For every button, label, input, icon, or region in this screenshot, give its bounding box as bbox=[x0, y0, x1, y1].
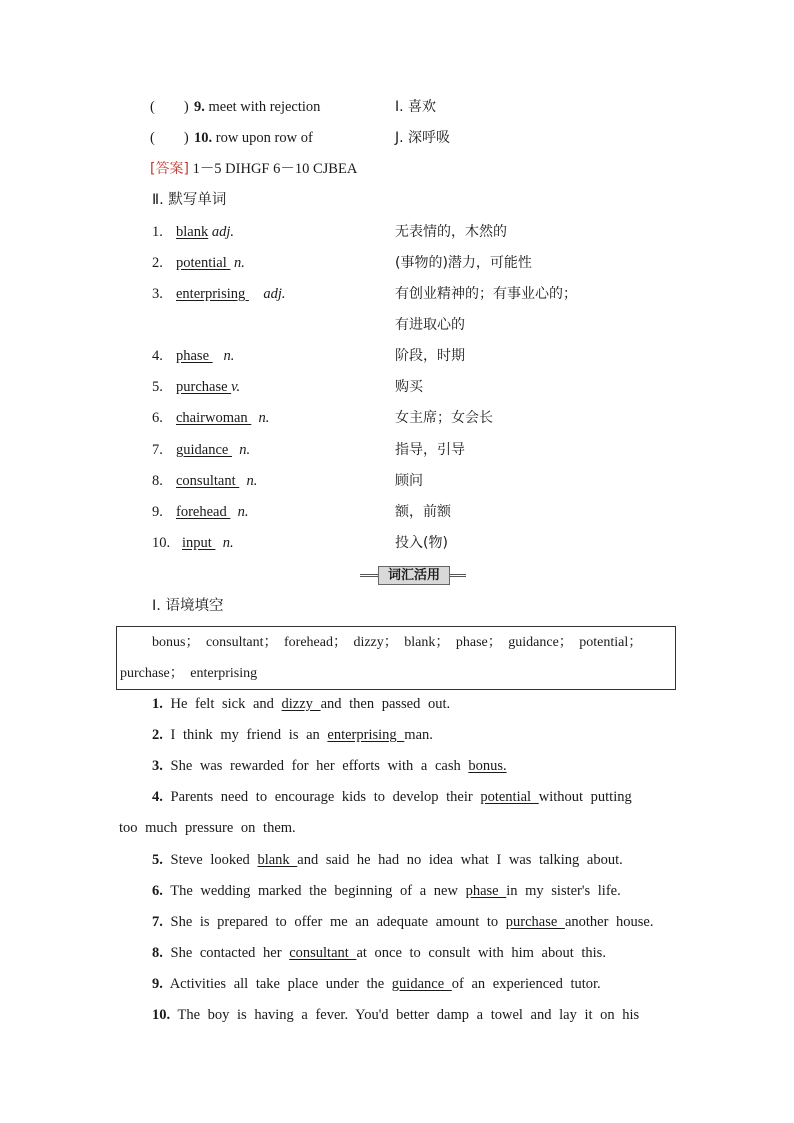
sentence-text: and then passed out. bbox=[320, 696, 451, 712]
vocab-number: 1. bbox=[152, 224, 163, 240]
sentence-answer: guidance bbox=[391, 976, 452, 992]
sentence-answer: blank bbox=[257, 852, 298, 868]
sentence bbox=[152, 756, 507, 776]
vocab-word: purchase bbox=[176, 379, 232, 395]
part-of-speech: n. bbox=[223, 348, 235, 364]
vocab-word: blank bbox=[176, 224, 209, 240]
part-of-speech: n. bbox=[246, 473, 258, 489]
item-number: 10. bbox=[194, 130, 213, 146]
sentence-number: 8. bbox=[152, 945, 163, 961]
sentence-number: 4. bbox=[152, 789, 163, 805]
vocab-meaning: (事物的)潜力，可能性 bbox=[395, 255, 532, 271]
sentence-answer: potential bbox=[480, 789, 539, 805]
vocab-row bbox=[152, 346, 234, 366]
matching-row bbox=[150, 128, 313, 148]
sentence-answer: consultant bbox=[289, 945, 357, 961]
sentence-text: The wedding marked the beginning of a new bbox=[162, 883, 466, 899]
answer-parentheses: ( ) bbox=[150, 130, 189, 146]
sentence-continued: too much pressure on them. bbox=[119, 820, 296, 836]
vocab-row bbox=[152, 471, 257, 491]
vocab-word: consultant bbox=[176, 473, 240, 489]
sentence-number: 2. bbox=[152, 727, 163, 743]
sentence-text: without putting bbox=[538, 789, 632, 805]
chinese-option: I. 喜欢 bbox=[395, 99, 437, 115]
vocab-row bbox=[152, 284, 286, 304]
sentence-text: I think my friend is an bbox=[162, 727, 328, 743]
sentence bbox=[152, 881, 621, 901]
section-title: Ⅱ. 默写单词 bbox=[152, 192, 227, 208]
part-of-speech: n. bbox=[239, 442, 251, 458]
vocab-meaning: 顾问 bbox=[395, 473, 423, 489]
vocab-meaning: 阶段，时期 bbox=[395, 348, 465, 364]
vocab-meaning-continued: 有进取心的 bbox=[395, 317, 465, 333]
sentence-text: She was rewarded for her efforts with a cash bbox=[162, 758, 469, 774]
sentence-answer: dizzy bbox=[281, 696, 321, 712]
sentence bbox=[152, 850, 623, 870]
banner-label: 词汇活用 bbox=[378, 566, 450, 585]
part-of-speech: n. bbox=[258, 410, 270, 426]
english-phrase: meet with rejection bbox=[204, 99, 321, 115]
vocab-number: 4. bbox=[152, 348, 163, 364]
vocab-word: forehead bbox=[176, 504, 231, 520]
sentence bbox=[152, 974, 601, 994]
vocab-row bbox=[152, 502, 248, 522]
word-bank-line: bonus； consultant； forehead； dizzy； blank； phase； guidance； potential； bbox=[152, 635, 643, 650]
word-bank-box bbox=[116, 626, 676, 690]
sentence-number: 7. bbox=[152, 914, 163, 930]
vocab-meaning: 有创业精神的；有事业心的； bbox=[395, 286, 577, 302]
sentence-text: Activities all take place under the bbox=[162, 976, 392, 992]
sentence-number: 9. bbox=[152, 976, 163, 992]
sentence-answer: phase bbox=[465, 883, 507, 899]
vocab-number: 2. bbox=[152, 255, 163, 271]
sentence-text: in my sister's life. bbox=[506, 883, 621, 899]
answer-line bbox=[150, 159, 357, 179]
vocab-number: 10. bbox=[152, 535, 171, 551]
vocab-word: enterprising bbox=[176, 286, 249, 302]
sentence-text: She is prepared to offer me an adequate amount to bbox=[162, 914, 506, 930]
matching-row bbox=[150, 97, 320, 117]
chinese-option: J. 深呼吸 bbox=[395, 130, 451, 146]
sentence-text: at once to consult with him about this. bbox=[356, 945, 606, 961]
sentence bbox=[152, 694, 450, 714]
word-bank-line: purchase； enterprising bbox=[120, 666, 258, 681]
sentence-text: The boy is having a fever. You'd better damp a towel and lay it on his bbox=[170, 1007, 640, 1023]
sentence bbox=[152, 1005, 639, 1025]
sentence-number: 10. bbox=[152, 1007, 171, 1023]
vocab-number: 8. bbox=[152, 473, 163, 489]
sentence-answer: enterprising bbox=[327, 727, 405, 743]
vocab-number: 3. bbox=[152, 286, 163, 302]
vocab-meaning: 女主席；女会长 bbox=[395, 410, 493, 426]
answer-parentheses: ( ) bbox=[150, 99, 189, 115]
vocab-word: phase bbox=[176, 348, 213, 364]
sentence-text: man. bbox=[404, 727, 433, 743]
vocab-word: chairwoman bbox=[176, 410, 252, 426]
vocab-row bbox=[152, 253, 245, 273]
sentence-answer: bonus. bbox=[468, 758, 507, 774]
sentence-text: Parents need to encourage kids to develop their bbox=[162, 789, 481, 805]
vocab-meaning: 指导，引导 bbox=[395, 442, 465, 458]
vocab-word: guidance bbox=[176, 442, 232, 458]
vocab-row bbox=[152, 408, 269, 428]
vocab-row bbox=[152, 533, 234, 553]
sentence-number: 1. bbox=[152, 696, 163, 712]
item-number: 9. bbox=[194, 99, 205, 115]
vocab-word: input bbox=[182, 535, 216, 551]
part-of-speech: adj. bbox=[263, 286, 286, 302]
sentence bbox=[152, 725, 433, 745]
part-of-speech: v. bbox=[231, 379, 241, 395]
part-of-speech: n. bbox=[234, 255, 245, 271]
part-of-speech: n. bbox=[237, 504, 249, 520]
part-of-speech: n. bbox=[222, 535, 234, 551]
vocab-word: potential bbox=[176, 255, 231, 271]
vocab-number: 9. bbox=[152, 504, 163, 520]
section-title: Ⅰ. 语境填空 bbox=[152, 598, 224, 614]
sentence-number: 3. bbox=[152, 758, 163, 774]
section-banner bbox=[360, 566, 466, 584]
answer-text: 1－5 DIHGF 6－10 CJBEA bbox=[188, 161, 358, 177]
vocab-row bbox=[152, 377, 240, 397]
sentence-number: 6. bbox=[152, 883, 163, 899]
sentence-text: of an experienced tutor. bbox=[451, 976, 601, 992]
vocab-meaning: 投入(物) bbox=[395, 535, 448, 551]
sentence-text: She contacted her bbox=[162, 945, 290, 961]
vocab-meaning: 额，前额 bbox=[395, 504, 451, 520]
sentence-text: another house. bbox=[564, 914, 654, 930]
english-phrase: row upon row of bbox=[212, 130, 313, 146]
part-of-speech: adj. bbox=[208, 224, 234, 240]
vocab-row bbox=[152, 222, 234, 242]
vocab-meaning: 购买 bbox=[395, 379, 423, 395]
sentence bbox=[152, 912, 654, 932]
vocab-number: 7. bbox=[152, 442, 163, 458]
sentence bbox=[152, 787, 632, 807]
sentence-text: He felt sick and bbox=[162, 696, 282, 712]
sentence-answer: purchase bbox=[505, 914, 565, 930]
sentence-text: Steve looked bbox=[162, 852, 258, 868]
sentence-text: and said he had no idea what I was talking about. bbox=[297, 852, 623, 868]
vocab-number: 6. bbox=[152, 410, 163, 426]
vocab-number: 5. bbox=[152, 379, 163, 395]
answer-tag: [答案] bbox=[150, 161, 189, 177]
vocab-meaning: 无表情的，木然的 bbox=[395, 224, 507, 240]
sentence bbox=[152, 943, 606, 963]
vocab-row bbox=[152, 440, 250, 460]
sentence-number: 5. bbox=[152, 852, 163, 868]
